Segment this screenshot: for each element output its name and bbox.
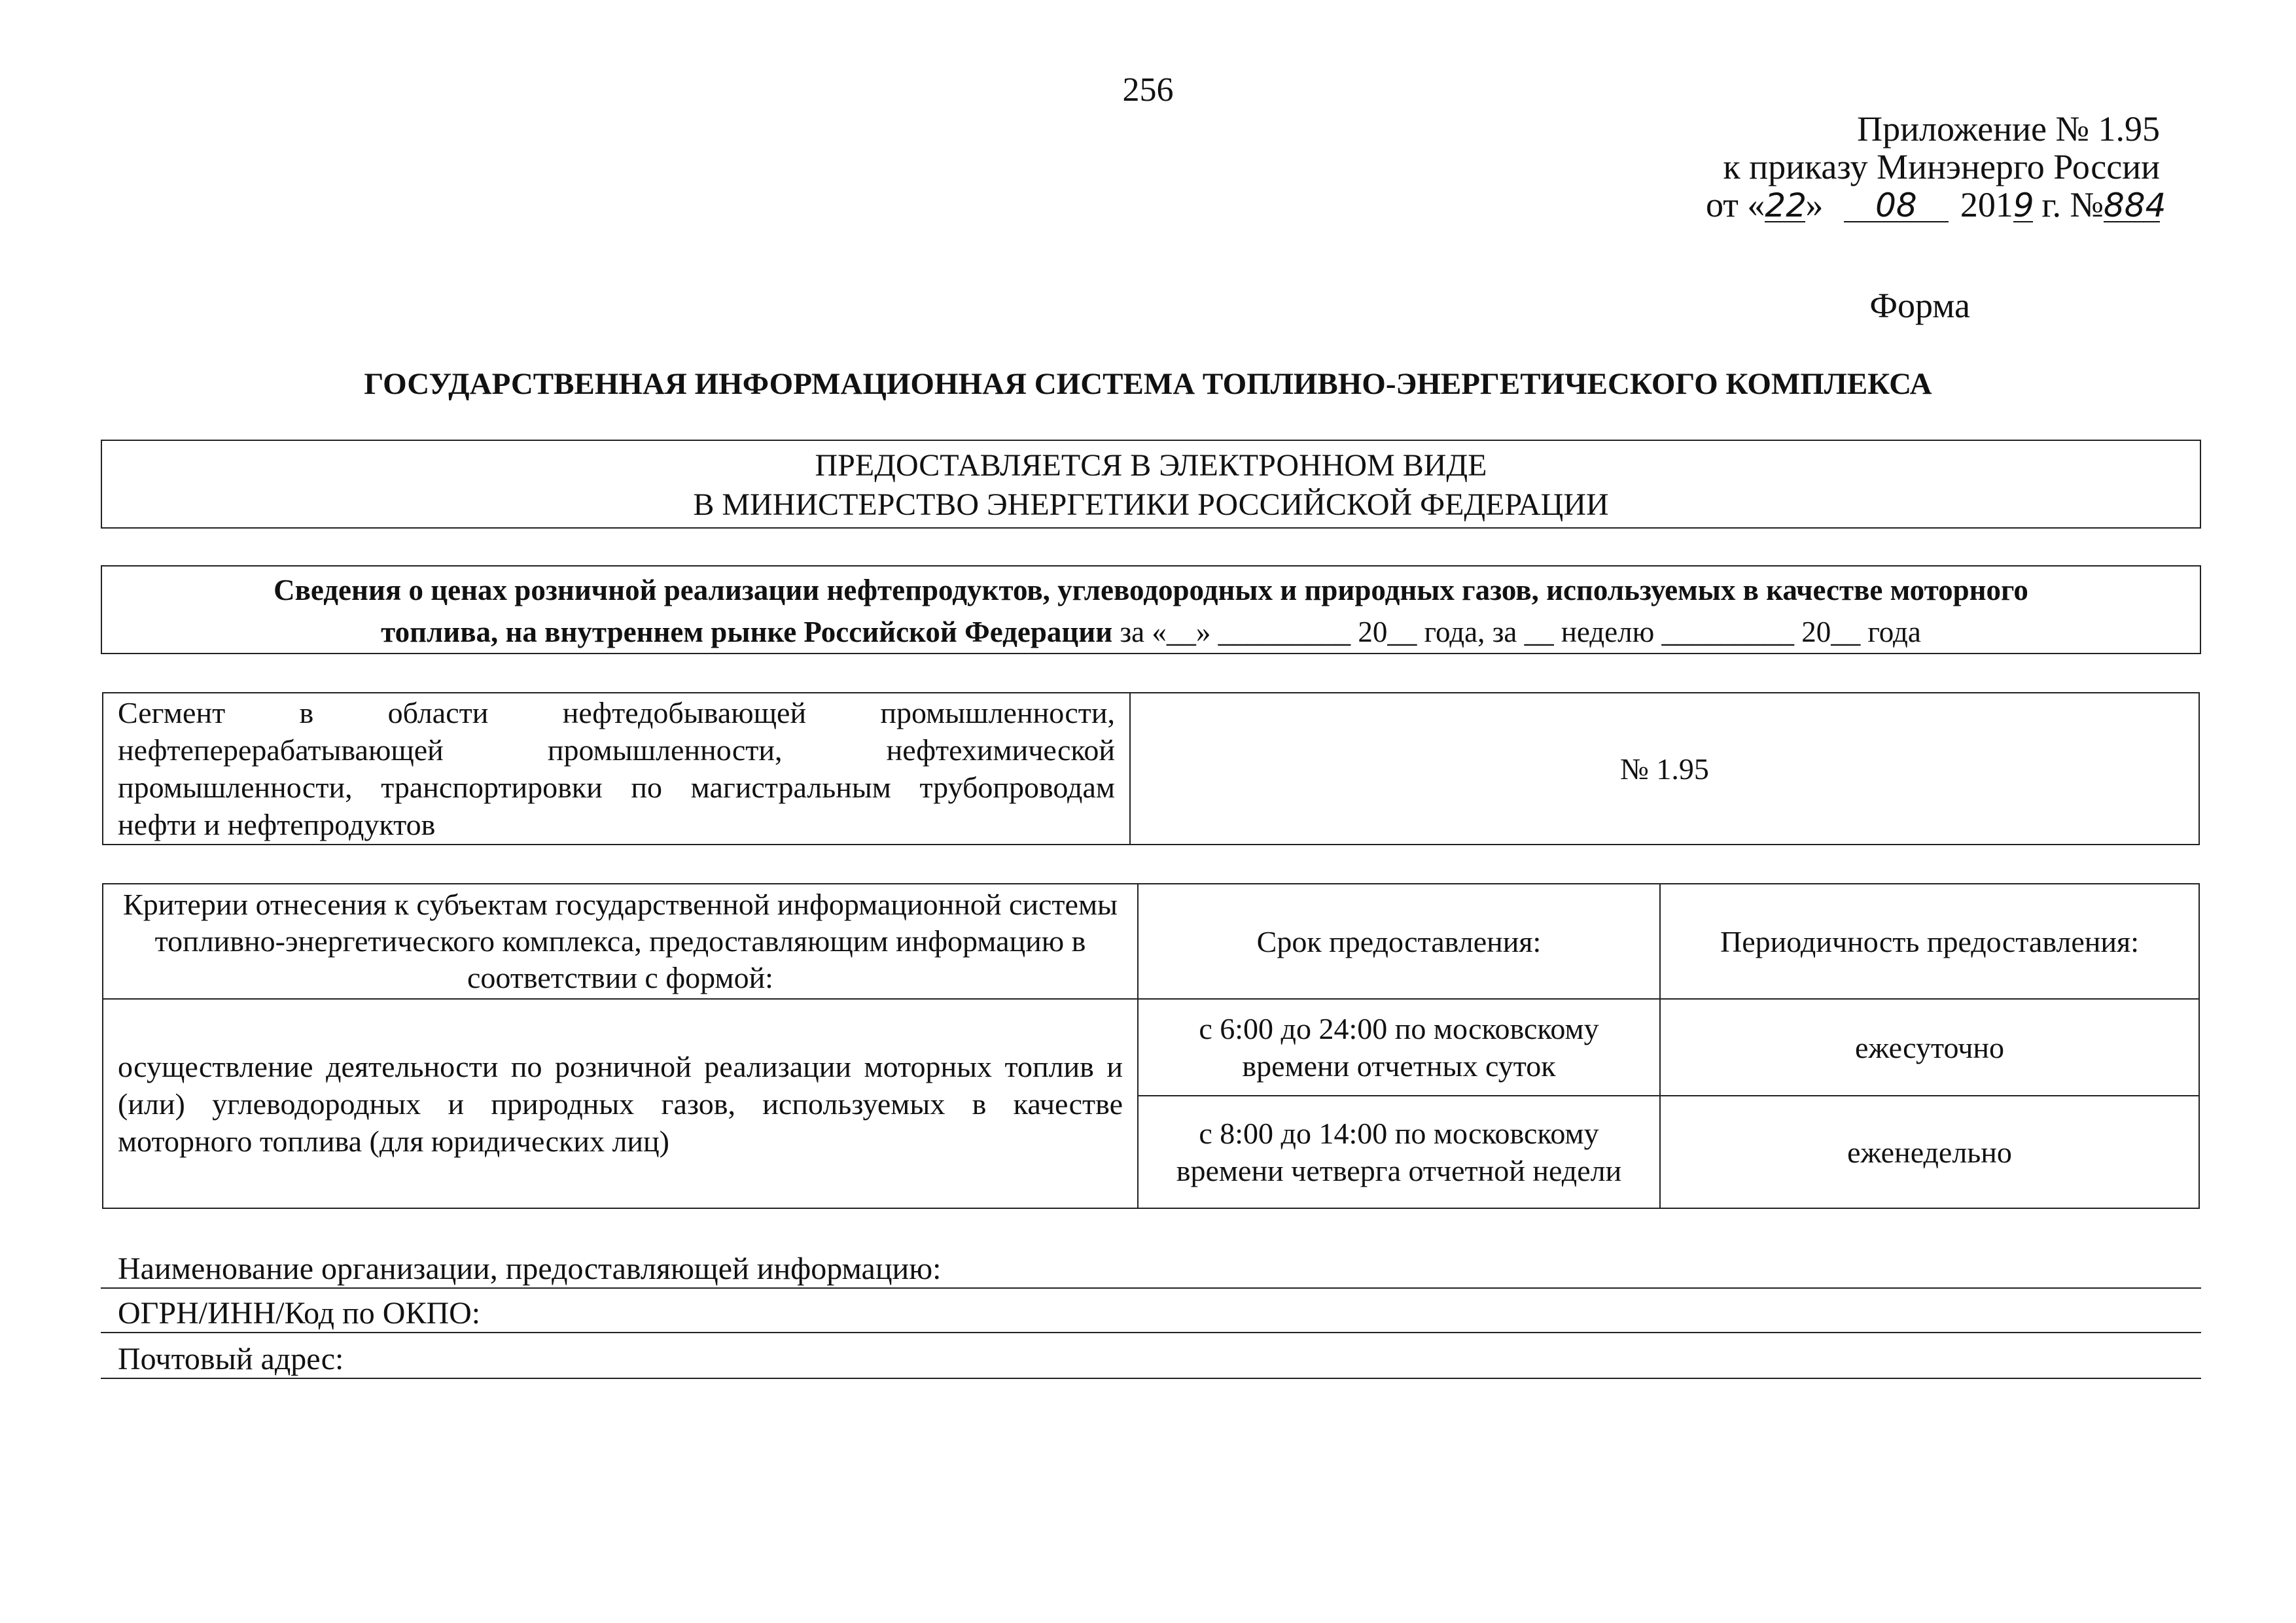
postal-address-field[interactable]: Почтовый адрес:: [101, 1341, 2201, 1379]
document-heading: ГОСУДАРСТВЕННАЯ ИНФОРМАЦИОННАЯ СИСТЕМА ТОПЛИВНО-ЭНЕРГЕТИЧЕСКОГО КОМПЛЕКСА: [364, 367, 1932, 401]
form-label: Форма: [1869, 286, 1970, 325]
date-from-label: от «: [1706, 185, 1765, 224]
submission-box: [101, 440, 2201, 529]
page-number: 256: [1122, 71, 1174, 109]
appendix-title: Приложение № 1.95: [1857, 109, 2160, 148]
submission-line-1: ПРЕДОСТАВЛЯЕТСЯ В ЭЛЕКТРОННОМ ВИДЕ: [815, 448, 1487, 483]
appendix-block: [1706, 109, 2166, 224]
order-number: 884: [2104, 186, 2166, 224]
date-day-close: »: [1805, 185, 1824, 224]
segment-description: Сегмент в области нефтедобывающей промышленности, нефтеперерабатывающей промышленности, нефтехимической промышленности, транспортировки по магистральным трубопроводам нефти и нефтепродуктов: [103, 693, 1130, 845]
ogrn-field[interactable]: ОГРН/ИНН/Код по ОКПО:: [101, 1295, 2201, 1333]
segment-form-number: № 1.95: [1130, 693, 2199, 845]
date-year-digit: 9: [2013, 186, 2034, 224]
criteria-table: [102, 883, 2200, 1209]
org-name-field[interactable]: Наименование организации, предоставляющей информацию:: [101, 1251, 2201, 1289]
segment-table: [102, 692, 2200, 845]
table-row: [103, 999, 2199, 1096]
deadline-weekly: с 8:00 до 14:00 по московскому времени четверга отчетной недели: [1138, 1096, 1660, 1208]
criteria-header: Критерии отнесения к субъектам государственной информационной системы топливно-энергетического комплекса, предоставляющим информацию в соответствии с формой:: [103, 884, 1138, 999]
appendix-date-line: [1706, 185, 2166, 224]
deadline-daily: с 6:00 до 24:00 по московскому времени отчетных суток: [1138, 999, 1660, 1096]
form-title-line-1: Сведения о ценах розничной реализации нефтепродуктов, углеводородных и природных газов, используемых в качестве моторного: [274, 574, 2028, 606]
date-year-prefix: 201: [1960, 185, 2013, 224]
reporting-period: за «__» _________ 20__ года, за __ неделю _________ 20__ года: [1112, 616, 1921, 648]
date-day: 22: [1765, 186, 1807, 224]
appendix-order-ref: к приказу Минэнерго России: [1723, 147, 2160, 186]
submission-line-2: В МИНИСТЕРСТВО ЭНЕРГЕТИКИ РОССИЙСКОЙ ФЕДЕРАЦИИ: [693, 487, 1609, 522]
form-title-box: [101, 565, 2201, 654]
frequency-daily: ежесуточно: [1660, 999, 2199, 1096]
criterion-text: осуществление деятельности по розничной реализации моторных топлив и (или) углеводородных и природных газов, используемых в качестве моторного топлива (для юридических лиц): [103, 999, 1138, 1208]
deadline-header: Срок предоставления:: [1138, 884, 1660, 999]
date-year-suffix: г. №: [2032, 185, 2104, 224]
date-month: 08: [1844, 190, 1949, 222]
frequency-header: Периодичность предоставления:: [1660, 884, 2199, 999]
frequency-weekly: еженедельно: [1660, 1096, 2199, 1208]
form-title-line-2: топлива, на внутреннем рынке Российской Федерации: [381, 616, 1113, 648]
